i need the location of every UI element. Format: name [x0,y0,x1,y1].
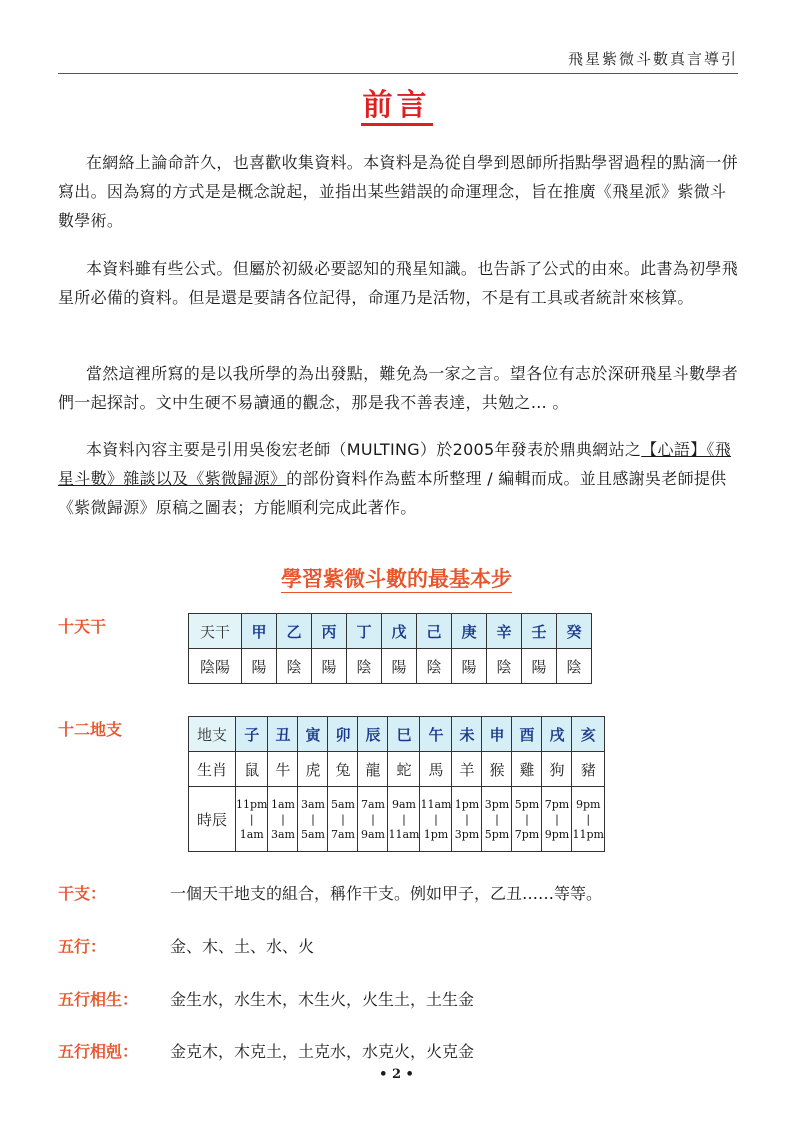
paragraph-4-text-b: 的部份資料作為藍本所整理 / 編輯而成。並且感謝吳老師提供《紫微歸源》原稿之圖表；方能順利完成此著作。 [58,469,727,517]
time-cell [298,787,328,852]
page-number: • 2 • [379,1067,414,1082]
time-cell [236,787,268,852]
dizhi-cell: 丑 [268,717,298,752]
dizhi-cell: 午 [420,717,452,752]
tiangan-header-row [189,614,592,649]
tiangan-row-label: 天干 [189,614,242,649]
time-end: 1pm [423,827,449,841]
running-header: 飛星紫微斗數真言導引 [58,48,738,74]
time-end: 7pm [514,827,540,841]
yinyang-cell: 陰 [347,649,382,684]
tiangan-table [188,613,592,684]
time-cell [572,787,604,852]
yinyang-cell: 陰 [277,649,312,684]
time-start: 3pm [484,797,510,811]
time-separator: | [465,812,469,826]
time-cell [358,787,388,852]
time-separator: | [341,812,345,826]
paragraph-4-text-a: 本資料內容主要是引用吳俊宏老師（MULTING）於2005年發表於鼎典網站之 [86,440,642,459]
page-title-wrap [0,80,793,124]
paragraph-4 [58,435,738,522]
zodiac-cell: 豬 [572,752,604,787]
tiangan-cell: 丁 [347,614,382,649]
time-start: 3am [300,797,325,811]
time-separator: | [311,812,315,826]
yinyang-cell: 陽 [382,649,417,684]
zodiac-row [189,752,605,787]
yinyang-row [189,649,592,684]
time-end: 5pm [484,827,510,841]
definition-label-xiangsheng: 五行相生： [58,990,139,1009]
time-separator: | [371,812,375,826]
time-separator: | [249,812,254,826]
time-row-label: 時辰 [189,787,236,852]
dizhi-cell: 辰 [358,717,388,752]
yinyang-cell: 陰 [557,649,592,684]
time-end: 9pm [544,827,570,841]
zodiac-cell: 雞 [512,752,542,787]
yinyang-row-label: 陰陽 [189,649,242,684]
zodiac-cell: 蛇 [388,752,420,787]
tiangan-label: 十天干 [58,617,107,636]
definition-text-ganzhi: 一個天干地支的組合，稱作干支。例如甲子，乙丑……等等。 [170,884,603,903]
page-title: 前言 [361,88,433,126]
time-separator: | [586,812,591,826]
time-separator: | [525,812,529,826]
time-start: 9am [391,797,416,811]
definition-label-ganzhi: 干支： [58,884,107,903]
time-cell [452,787,482,852]
yinyang-cell: 陰 [487,649,522,684]
dizhi-label: 十二地支 [58,720,123,739]
time-end: 3pm [454,827,480,841]
tiangan-cell: 己 [417,614,452,649]
zodiac-row-label: 生肖 [189,752,236,787]
tiangan-cell: 癸 [557,614,592,649]
time-separator: | [402,812,406,826]
dizhi-row-label: 地支 [189,717,236,752]
section-title: 學習紫微斗數的最基本步 [281,567,512,591]
time-end: 1am [239,827,264,841]
time-start: 5pm [514,797,540,811]
time-cell [512,787,542,852]
time-cell [542,787,572,852]
paragraph-1 [58,148,738,235]
time-end: 5am [300,827,325,841]
time-start: 9pm [575,797,601,811]
section-title-wrap [0,563,793,593]
yinyang-cell: 陽 [452,649,487,684]
dizhi-header-row [189,717,605,752]
time-separator: | [434,812,438,826]
zodiac-cell: 鼠 [236,752,268,787]
time-end: 11pm [572,827,604,841]
tiangan-cell: 甲 [242,614,277,649]
definition-label-xiangke: 五行相剋： [58,1042,139,1061]
time-separator: | [495,812,499,826]
tiangan-cell: 辛 [487,614,522,649]
dizhi-cell: 未 [452,717,482,752]
zodiac-cell: 兔 [328,752,358,787]
time-cell [328,787,358,852]
tiangan-cell: 乙 [277,614,312,649]
time-end: 3am [270,827,295,841]
time-start: 1am [270,797,295,811]
paragraph-4-underlined: 【心語】《飛星斗數》雜談以及《紫微歸源》 [58,440,732,488]
time-row [189,787,605,852]
time-start: 11pm [236,797,268,811]
dizhi-cell: 申 [482,717,512,752]
tiangan-cell: 戊 [382,614,417,649]
definition-text-xiangsheng: 金生水，水生木，木生火，火生土，土生金 [170,990,475,1009]
tiangan-cell: 庚 [452,614,487,649]
zodiac-cell: 馬 [420,752,452,787]
zodiac-cell: 虎 [298,752,328,787]
definition-text-xiangke: 金克木，木克土，土克水，水克火，火克金 [170,1042,475,1061]
time-end: 7am [330,827,355,841]
paragraph-3-text: 當然這裡所寫的是以我所學的為出發點，難免為一家之言。望各位有志於深研飛星斗數學者們一起探討。文中生硬不易讀通的觀念，那是我不善表達，共勉之… 。 [58,364,739,412]
time-cell [268,787,298,852]
time-end: 9am [360,827,385,841]
yinyang-cell: 陽 [242,649,277,684]
dizhi-cell: 子 [236,717,268,752]
paragraph-3 [58,359,738,417]
time-start: 7am [360,797,385,811]
zodiac-cell: 猴 [482,752,512,787]
dizhi-cell: 巳 [388,717,420,752]
definition-text-wuxing: 金、木、土、水、火 [170,937,315,956]
dizhi-cell: 酉 [512,717,542,752]
time-start: 11am [420,797,452,811]
time-separator: | [281,812,285,826]
yinyang-cell: 陽 [312,649,347,684]
time-start: 1pm [454,797,480,811]
time-end: 11am [388,827,420,841]
dizhi-cell: 亥 [572,717,604,752]
paragraph-2 [58,254,738,312]
time-cell [388,787,420,852]
paragraph-1-text: 在網絡上論命許久，也喜歡收集資料。本資料是為從自學到恩師所指點學習過程的點滴一併寫出。因為寫的方式是是概念說起，並指出某些錯誤的命運理念，旨在推廣《飛星派》紫微斗數學術。 [58,153,739,230]
tiangan-cell: 壬 [522,614,557,649]
tiangan-cell: 丙 [312,614,347,649]
dizhi-cell: 卯 [328,717,358,752]
time-start: 7pm [544,797,570,811]
time-separator: | [555,812,559,826]
zodiac-cell: 狗 [542,752,572,787]
yinyang-cell: 陽 [522,649,557,684]
dizhi-cell: 寅 [298,717,328,752]
definition-label-wuxing: 五行： [58,937,107,956]
dizhi-cell: 戌 [542,717,572,752]
time-cell [482,787,512,852]
paragraph-2-text: 本資料雖有些公式。但屬於初級必要認知的飛星知識。也告訴了公式的由來。此書為初學飛星所必備的資料。但是還是要請各位記得，命運乃是活物，不是有工具或者統計來核算。 [58,259,739,307]
time-start: 5am [330,797,355,811]
zodiac-cell: 龍 [358,752,388,787]
dizhi-table [188,716,605,852]
zodiac-cell: 牛 [268,752,298,787]
time-cell [420,787,452,852]
yinyang-cell: 陰 [417,649,452,684]
zodiac-cell: 羊 [452,752,482,787]
